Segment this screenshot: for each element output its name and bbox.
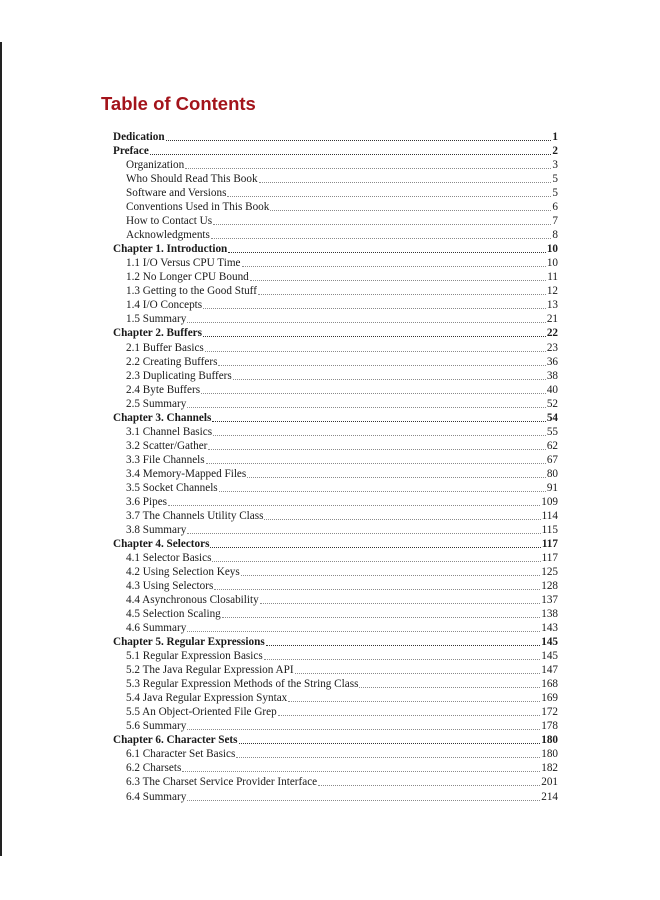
dot-leader (233, 369, 546, 383)
dot-leader (201, 383, 546, 397)
toc-section-entry[interactable] (113, 677, 558, 691)
toc-entry-label: 5.3 Regular Expression Methods of the String Class (126, 678, 359, 691)
toc-entry-label: 1.1 I/O Versus CPU Time (126, 257, 241, 270)
dot-leader (295, 663, 541, 677)
toc-page-number: 40 (546, 383, 558, 396)
dot-leader (210, 537, 540, 551)
toc-entry-label: 5.1 Regular Expression Basics (126, 650, 263, 663)
toc-page-number: 52 (546, 397, 558, 410)
dot-leader (212, 551, 540, 565)
toc-page-number: 91 (546, 481, 558, 494)
toc-entry-label: Chapter 1. Introduction (113, 243, 228, 256)
toc-page-number: 143 (541, 622, 558, 635)
toc-entry-label: 4.6 Summary (126, 622, 187, 635)
toc-chapter-entry[interactable] (113, 326, 558, 340)
toc-page-number: 11 (547, 271, 558, 284)
toc-section-entry[interactable] (113, 565, 558, 579)
toc-page-number: 117 (541, 537, 558, 550)
dot-leader (260, 593, 541, 607)
toc-entry-label: 3.3 File Channels (126, 453, 205, 466)
dot-leader (206, 453, 546, 467)
toc-entry-label: 5.6 Summary (126, 720, 187, 733)
dot-leader (266, 635, 541, 649)
toc-entry-label: Chapter 2. Buffers (113, 327, 202, 340)
toc-page-number: 54 (546, 411, 558, 424)
toc-page-number: 5 (552, 173, 558, 186)
toc-entry-label: 6.4 Summary (126, 790, 187, 803)
toc-entry-label: Acknowledgments (126, 229, 210, 242)
toc-section-entry[interactable] (113, 383, 558, 397)
toc-section-entry[interactable] (113, 256, 558, 270)
dot-leader (259, 172, 552, 186)
toc-entry-label: Chapter 3. Channels (113, 411, 212, 424)
toc-entry-label: 1.5 Summary (126, 313, 187, 326)
page-edge-rule (0, 42, 2, 856)
toc-section-entry[interactable] (113, 425, 558, 439)
toc-page-number: 12 (546, 285, 558, 298)
dot-leader (219, 481, 546, 495)
toc-page-number: 3 (552, 159, 558, 172)
toc-page-number: 22 (546, 327, 558, 340)
toc-page-number: 201 (541, 776, 558, 789)
toc-section-entry[interactable] (113, 747, 558, 761)
dot-leader (211, 228, 552, 242)
toc-entry-label: Organization (126, 159, 185, 172)
toc-section-entry[interactable] (113, 523, 558, 537)
toc-section-entry[interactable] (113, 509, 558, 523)
dot-leader (187, 523, 540, 537)
dot-leader (187, 719, 540, 733)
toc-section-entry[interactable] (113, 789, 558, 803)
toc-entry-label: 4.4 Asynchronous Closability (126, 594, 259, 607)
toc-page-number: 62 (546, 439, 558, 452)
toc-page-number: 180 (541, 734, 558, 747)
toc-section-entry[interactable] (113, 158, 558, 172)
toc-section-entry[interactable] (113, 649, 558, 663)
dot-leader (214, 579, 540, 593)
toc-entry-label: 4.1 Selector Basics (126, 551, 212, 564)
toc-page-number: 80 (546, 467, 558, 480)
table-of-contents (113, 130, 558, 804)
toc-section-entry[interactable] (113, 214, 558, 228)
toc-section-entry[interactable] (113, 200, 558, 214)
toc-page-number: 128 (541, 580, 558, 593)
toc-section-entry[interactable] (113, 270, 558, 284)
toc-entry-label: How to Contact Us (126, 215, 213, 228)
dot-leader (222, 607, 540, 621)
dot-leader (318, 775, 540, 789)
toc-chapter-entry[interactable] (113, 733, 558, 747)
dot-leader (250, 270, 546, 284)
dot-leader (205, 341, 546, 355)
dot-leader (185, 158, 551, 172)
dot-leader (247, 467, 546, 481)
toc-entry-label: 6.1 Character Set Basics (126, 748, 236, 761)
toc-entry-label: 3.1 Channel Basics (126, 425, 213, 438)
toc-section-entry[interactable] (113, 312, 558, 326)
toc-entry-label: 3.6 Pipes (126, 495, 168, 508)
toc-entry-label: Who Should Read This Book (126, 173, 258, 186)
toc-section-entry[interactable] (113, 593, 558, 607)
toc-section-entry[interactable] (113, 691, 558, 705)
toc-page-number: 2 (552, 145, 558, 158)
toc-page-number: 182 (541, 762, 558, 775)
dot-leader (270, 200, 551, 214)
toc-entry-label: Conventions Used in This Book (126, 201, 270, 214)
toc-entry-label: 3.4 Memory-Mapped Files (126, 467, 247, 480)
toc-page-number: 178 (541, 720, 558, 733)
toc-entry-label: Chapter 6. Character Sets (113, 734, 238, 747)
dot-leader (212, 411, 545, 425)
toc-section-entry[interactable] (113, 172, 558, 186)
toc-entry-label: Software and Versions (126, 187, 227, 200)
dot-leader (203, 298, 546, 312)
toc-section-entry[interactable] (113, 284, 558, 298)
toc-entry-label: 5.2 The Java Regular Expression API (126, 664, 294, 677)
toc-entry-label: 2.3 Duplicating Buffers (126, 369, 232, 382)
toc-page-number: 7 (552, 215, 558, 228)
toc-entry-label: Preface (113, 145, 149, 158)
toc-section-entry[interactable] (113, 761, 558, 775)
dot-leader (168, 495, 540, 509)
dot-leader (288, 691, 540, 705)
toc-section-entry[interactable] (113, 607, 558, 621)
toc-section-entry[interactable] (113, 621, 558, 635)
dot-leader (242, 256, 546, 270)
toc-page-number: 145 (541, 636, 558, 649)
toc-page-number: 23 (546, 341, 558, 354)
toc-entry-label: 2.2 Creating Buffers (126, 355, 218, 368)
toc-page-number: 109 (541, 495, 558, 508)
toc-section-entry[interactable] (113, 397, 558, 411)
dot-leader (187, 621, 540, 635)
toc-section-entry[interactable] (113, 705, 558, 719)
toc-section-entry[interactable] (113, 453, 558, 467)
toc-section-entry[interactable] (113, 186, 558, 200)
dot-leader (359, 677, 540, 691)
toc-entry-label: Dedication (113, 131, 165, 144)
toc-entry-label: 4.5 Selection Scaling (126, 608, 221, 621)
toc-section-entry[interactable] (113, 495, 558, 509)
toc-section-entry[interactable] (113, 481, 558, 495)
dot-leader (203, 326, 546, 340)
toc-page-number: 38 (546, 369, 558, 382)
toc-page-number: 36 (546, 355, 558, 368)
toc-entry-label: 3.5 Socket Channels (126, 481, 218, 494)
toc-page-number: 114 (541, 509, 558, 522)
toc-page-number: 5 (552, 187, 558, 200)
toc-entry-label: 3.7 The Channels Utility Class (126, 509, 264, 522)
toc-page-number: 145 (541, 650, 558, 663)
toc-section-entry[interactable] (113, 551, 558, 565)
toc-entry-label: 2.5 Summary (126, 397, 187, 410)
toc-entry-label: 3.2 Scatter/Gather (126, 439, 208, 452)
dot-leader (187, 397, 546, 411)
dot-leader (239, 733, 541, 747)
dot-leader (241, 565, 540, 579)
toc-section-entry[interactable] (113, 467, 558, 481)
toc-entry-label: 2.1 Buffer Basics (126, 341, 204, 354)
dot-leader (258, 284, 546, 298)
toc-page-number: 115 (541, 523, 558, 536)
toc-entry-label: 5.5 An Object-Oriented File Grep (126, 706, 277, 719)
toc-entry-label: 6.3 The Charset Service Provider Interface (126, 776, 318, 789)
toc-entry-label: 1.4 I/O Concepts (126, 299, 203, 312)
dot-leader (182, 761, 540, 775)
toc-chapter-entry[interactable] (113, 242, 558, 256)
toc-page-number: 172 (541, 706, 558, 719)
toc-page-number: 125 (541, 566, 558, 578)
dot-leader (236, 747, 540, 761)
toc-chapter-entry[interactable] (113, 411, 558, 425)
toc-page-number: 55 (546, 425, 558, 438)
toc-page-number: 10 (546, 257, 558, 270)
dot-leader (187, 790, 540, 804)
toc-chapter-entry[interactable] (113, 537, 558, 551)
toc-section-entry[interactable] (113, 663, 558, 677)
toc-page-number: 117 (541, 551, 558, 564)
dot-leader (208, 439, 545, 453)
toc-section-entry[interactable] (113, 340, 558, 354)
toc-page-number: 13 (546, 299, 558, 312)
toc-page-number: 138 (541, 608, 558, 621)
toc-section-entry[interactable] (113, 439, 558, 453)
toc-entry-label: 2.4 Byte Buffers (126, 383, 201, 396)
toc-page-number: 10 (546, 243, 558, 256)
toc-entry-label: 1.2 No Longer CPU Bound (126, 271, 249, 284)
toc-entry-label: Chapter 4. Selectors (113, 537, 210, 550)
toc-entry-label: 6.2 Charsets (126, 762, 182, 775)
toc-section-entry[interactable] (113, 579, 558, 593)
toc-chapter-entry[interactable] (113, 144, 558, 158)
toc-section-entry[interactable] (113, 355, 558, 369)
toc-page-number: 21 (546, 313, 558, 326)
toc-page-number: 214 (541, 790, 558, 803)
dot-leader (278, 705, 541, 719)
toc-entry-label: 5.4 Java Regular Expression Syntax (126, 692, 288, 705)
dot-leader (264, 509, 540, 523)
toc-section-entry[interactable] (113, 369, 558, 383)
toc-section-entry[interactable] (113, 298, 558, 312)
toc-chapter-entry[interactable] (113, 635, 558, 649)
toc-page-number: 67 (546, 453, 558, 466)
toc-chapter-entry[interactable] (113, 130, 558, 144)
toc-page-number: 168 (541, 678, 558, 691)
dot-leader (227, 186, 551, 200)
toc-entry-label: 4.2 Using Selection Keys (126, 566, 240, 578)
toc-page-number: 147 (541, 664, 558, 677)
toc-page-number: 6 (552, 201, 558, 214)
toc-page-number: 169 (541, 692, 558, 705)
dot-leader (187, 312, 546, 326)
dot-leader (150, 144, 552, 158)
page-title: Table of Contents (101, 93, 256, 114)
toc-page-number: 8 (552, 229, 558, 242)
dot-leader (218, 355, 545, 369)
toc-page-number: 1 (552, 131, 558, 144)
dot-leader (228, 242, 546, 256)
dot-leader (264, 649, 541, 663)
dot-leader (213, 214, 551, 228)
dot-leader (166, 130, 552, 144)
toc-section-entry[interactable] (113, 719, 558, 733)
toc-page-number: 180 (541, 748, 558, 761)
toc-section-entry[interactable] (113, 775, 558, 789)
dot-leader (213, 425, 546, 439)
toc-entry-label: Chapter 5. Regular Expressions (113, 636, 265, 649)
toc-entry-label: 4.3 Using Selectors (126, 580, 214, 593)
toc-page-number: 137 (541, 594, 558, 607)
toc-section-entry[interactable] (113, 228, 558, 242)
toc-entry-label: 1.3 Getting to the Good Stuff (126, 285, 257, 298)
toc-entry-label: 3.8 Summary (126, 523, 187, 536)
